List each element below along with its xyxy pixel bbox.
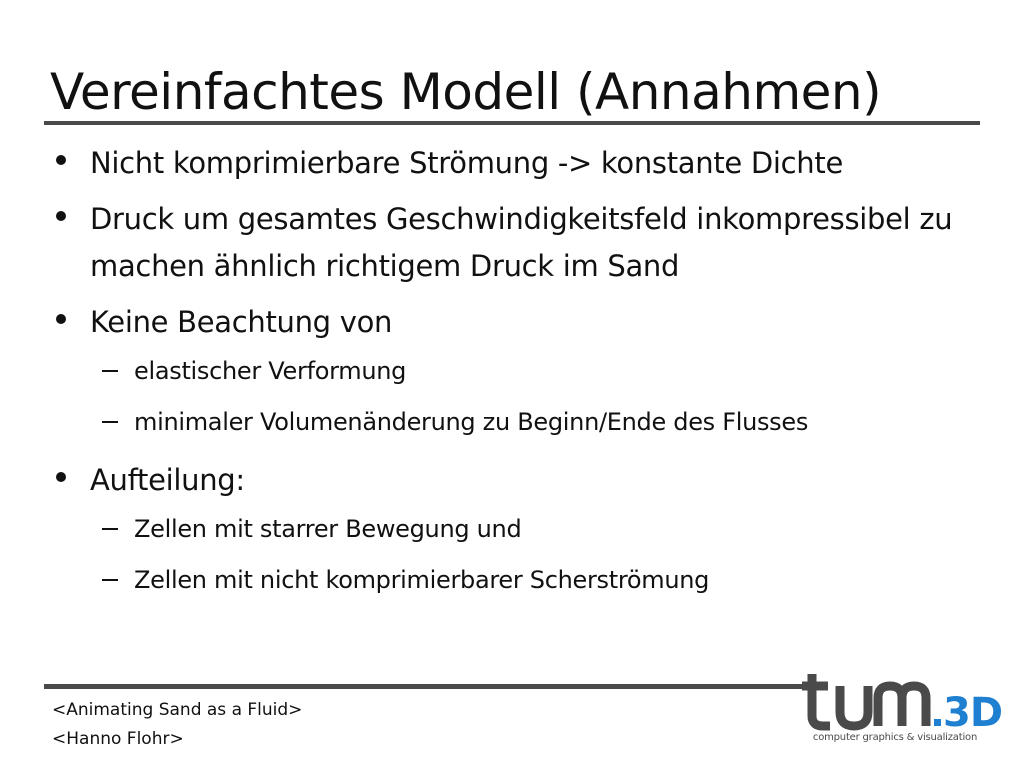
bullet-list	[50, 140, 980, 615]
dash-icon	[102, 370, 118, 372]
sub-bullet-text: elastischer Verformung	[134, 357, 407, 385]
bullet-item	[50, 299, 980, 346]
bullet-dot-icon	[56, 211, 66, 221]
bullet-item	[50, 457, 980, 504]
bullet-text: Aufteilung:	[90, 463, 245, 497]
svg-text:3D: 3D	[943, 690, 1003, 736]
sub-bullet-item	[50, 406, 980, 438]
sub-bullet-text: Zellen mit nicht komprimierbarer Scherströmung	[134, 566, 710, 594]
footer-author: <Hanno Flohr>	[52, 729, 184, 749]
bullet-text: Nicht komprimierbare Strömung -> konstante Dichte	[90, 146, 843, 180]
bullet-dot-icon	[56, 314, 66, 324]
bullet-item	[50, 196, 970, 290]
sub-bullet-item	[50, 564, 980, 596]
sub-bullet-text: Zellen mit starrer Bewegung und	[134, 515, 522, 543]
footer-talk-title: <Animating Sand as a Fluid>	[52, 700, 303, 720]
sub-bullet-text: minimaler Volumenänderung zu Beginn/Ende des Flusses	[134, 408, 809, 436]
slide-title: Vereinfachtes Modell (Annahmen)	[50, 63, 882, 121]
bullet-text: Druck um gesamtes Geschwindigkeitsfeld inkompressibel zu machen ähnlich richtigem Druck im Sand	[90, 202, 953, 283]
title-divider	[44, 121, 980, 125]
sub-bullet-item	[50, 513, 980, 545]
footer-divider	[44, 684, 804, 689]
bullet-dot-icon	[56, 155, 66, 165]
bullet-text: Keine Beachtung von	[90, 305, 393, 339]
dash-icon	[102, 579, 118, 581]
bullet-dot-icon	[56, 472, 66, 482]
bullet-item	[50, 140, 980, 187]
dash-icon	[102, 421, 118, 423]
dash-icon	[102, 528, 118, 530]
sub-bullet-item	[50, 355, 980, 387]
logo-tagline: computer graphics & visualization	[812, 732, 978, 743]
